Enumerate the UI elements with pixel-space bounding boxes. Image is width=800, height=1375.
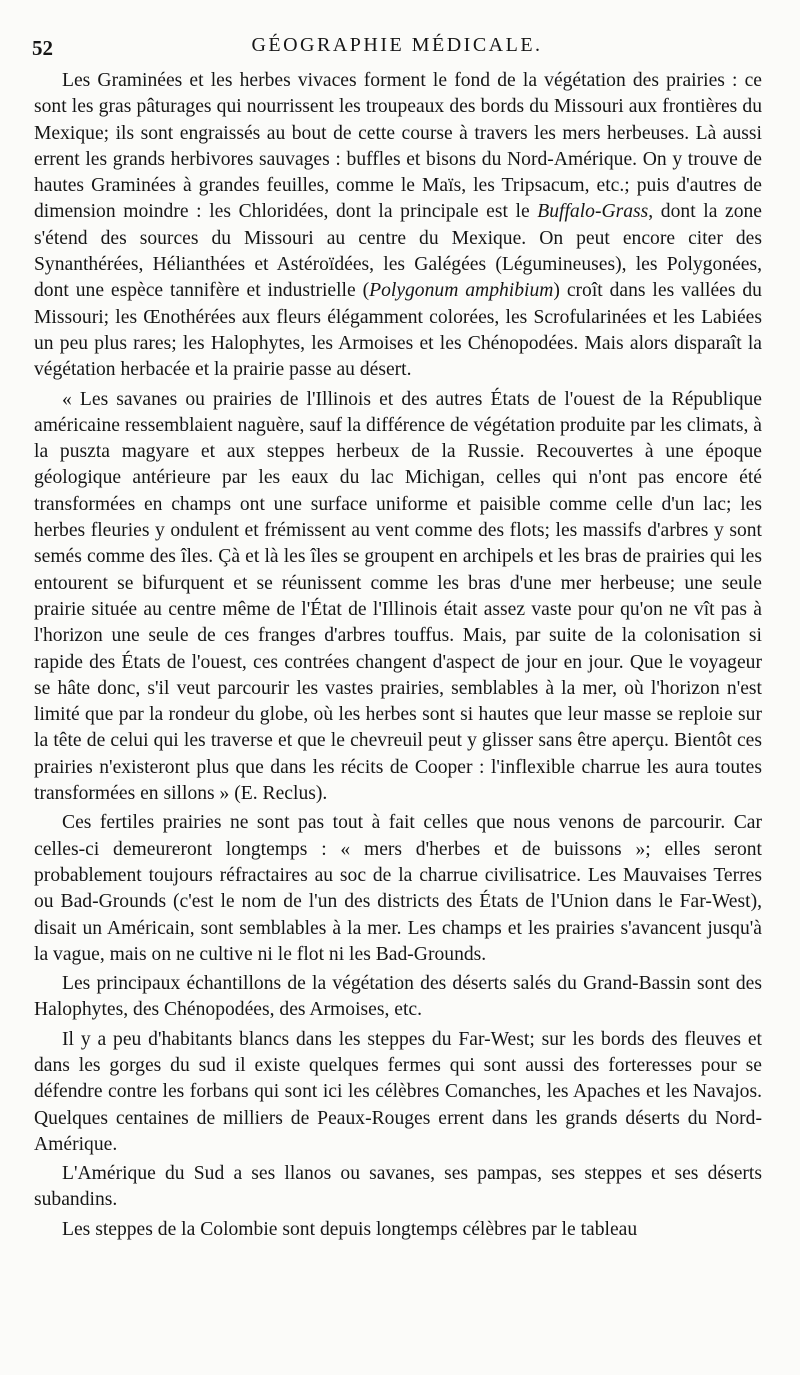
paragraph-far-west: Il y a peu d'habitants blancs dans les steppes du Far-West; sur les bords des fleuves et dans les gorges du sud il existe quelques fermes qui sont aussi des forteresses pour se défendre contre les forbans qui sont ici les célèbres Comanches, les Apaches et les Navajos. Quelques centaines de milliers de Peaux-Rouges errent dans les grands déserts du Nord-Amérique. xyxy=(34,1028,762,1155)
running-title: GÉOGRAPHIE MÉDICALE. xyxy=(251,34,543,56)
page-header xyxy=(32,30,762,62)
body-text xyxy=(34,68,762,1243)
paragraph-grand-bassin: Les principaux échantillons de la végétation des déserts salés du Grand-Bassin sont des Halophytes, des Chénopodées, des Armoises, etc. xyxy=(34,973,762,1021)
paragraph-prairies: Les Graminées et les herbes vivaces forment le fond de la végétation des prairies : ce sont les gras pâturages qui nourrissent les troupeaux des bords du Missouri aux frontières du Mexique; ils sont engraissés au bout de cette course à travers les mers herbeuses. Là aussi errent les grands herbivores sauvages : buffles et bisons du Nord-Amérique. On y trouve de hautes Graminées à grandes feuilles, comme le Maïs, les Tripsacum, etc.; puis d'autres de dimension moindre : les Chloridées, dont la principale est le Buffalo-Grass, dont la zone s'étend des sources du Missouri au centre du Mexique. On peut encore citer des Synanthérées, Hélianthées et Astéroïdées, les Galégées (Légumineuses), les Polygonées, dont une espèce tannifère et industrielle (Polygonum amphibium) croît dans les vallées du Missouri; les Œnothérées aux fleurs élégamment colorées, les Scrofularinées et les Labiées un peu plus rares; les Halophytes, les Armoises et les Chénopodées. Mais alors disparaît la végétation herbacée et la prairie passe au désert. xyxy=(34,70,762,381)
paragraph-colombia: Les steppes de la Colombie sont depuis longtemps célèbres par le tableau xyxy=(62,1218,638,1240)
page-number: 52 xyxy=(32,36,53,60)
paragraph-south-america: L'Amérique du Sud a ses llanos ou savanes, ses pampas, ses steppes et ses déserts subandins. xyxy=(34,1163,762,1211)
paragraph-bad-grounds: Ces fertiles prairies ne sont pas tout à fait celles que nous venons de parcourir. Car celles-ci demeureront longtemps : « mers d'herbes et de buissons »; elles seront probablement toujours réfractaires au soc de la charrue civilisatrice. Les Mauvaises Terres ou Bad-Grounds (c'est le nom de l'un des districts des États de l'Union dans le Far-West), disait un Américain, sont semblables à la mer. Les champs et les prairies s'avancent jusqu'à la vague, mais on ne cultive ni le flot ni les Bad-Grounds. xyxy=(34,812,762,965)
paragraph-reclus-quote: « Les savanes ou prairies de l'Illinois et des autres États de l'ouest de la République américaine ressemblaient naguère, sauf la différence de végétation produite par les climats, à la puszta magyare et aux steppes herbeux de la Russie. Recouvertes à une époque géologique antérieure par les eaux du lac Michigan, celles qui n'ont pas encore été transformées en champs ont une surface uniforme et paisible comme celle d'un lac; les herbes fleuries y ondulent et frémissent au vent comme des flots; les massifs d'arbres y sont semés comme des îles. Çà et là les îles se groupent en archipels et les bras de prairies qui les entourent se bifurquent et se réunissent comme les bras d'une mer herbeuse; une seule prairie située au centre même de l'État de l'Illinois était assez vaste pour qu'on ne vît pas à l'horizon une seule de ces franges d'arbres touffus. Mais, par suite de la colonisation si rapide des États de l'ouest, ces contrées changent d'aspect de jour en jour. Que le voyageur se hâte donc, s'il veut parcourir les vastes prairies, semblables à la mer, où l'horizon n'est limité que par la rondeur du globe, où les herbes sont si hautes que leur masse se reploie sur la tête de celui qui les traverse et que le chevreuil peut y glisser sans être aperçu. Bientôt ces prairies n'existeront plus que dans les récits de Cooper : l'inflexible charrue les aura toutes transformées en sillons » (E. Reclus). xyxy=(34,388,762,805)
